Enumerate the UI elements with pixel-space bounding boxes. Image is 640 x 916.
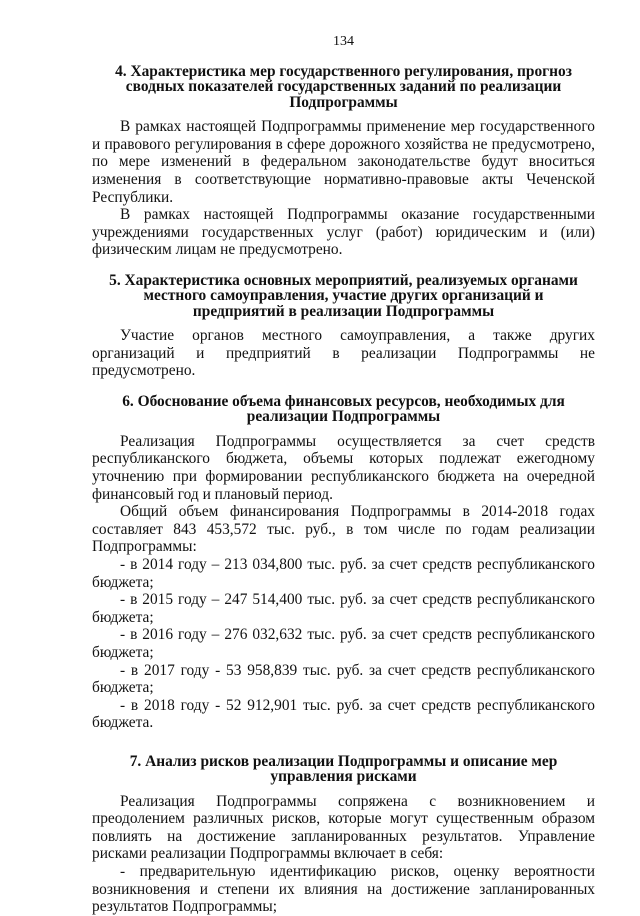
section-6-heading: 6. Обоснование объема финансовых ресурсов, необходимых для реализации Подпрограммы: [122, 392, 565, 426]
funding-item-2016: - в 2016 году – 276 032,632 тыс. руб. за счет средств республиканского бюджета;: [92, 626, 595, 661]
page-number: 134: [333, 34, 354, 49]
section-7-paragraph-1: Реализация Подпрограммы сопряжена с возникновением и преодолением различных рисков, которые могут существенным образом повлиять на достижение запланированных результатов. Управление рисками реализации Подпрограммы включает в себя:: [92, 792, 595, 863]
section-6-paragraph-1: Реализация Подпрограммы осуществляется за счет средств республиканского бюджета, объемы которых подлежат ежегодному уточнению при формировании республиканского бюджета на очередной финансовый год и плановый период.: [92, 432, 595, 503]
section-6-paragraph-2: Общий объем финансирования Подпрограммы в 2014-2018 годах составляет 843 453,572 тыс. руб., в том числе по годам реализации Подпрограммы:: [92, 503, 595, 556]
funding-item-2014: - в 2014 году – 213 034,800 тыс. руб. за счет средств республиканского бюджета;: [92, 555, 595, 591]
risk-item-1: - предварительную идентификацию рисков, оценку вероятности возникновения и степени их влияния на достижение запланированных результатов Подпрограммы;: [92, 863, 595, 916]
section-7-heading: 7. Анализ рисков реализации Подпрограммы и описание мер управления рисками: [129, 752, 558, 786]
funding-item-2018: - в 2018 году - 52 912,901 тыс. руб. за счет средств республиканского бюджета.: [92, 696, 595, 732]
section-4-paragraph-2: В рамках настоящей Подпрограммы оказание государственными учреждениями государственных услуг (работ) юридическим и (или) физическим лицам не предусмотрено.: [92, 206, 595, 259]
section-5-paragraph-1: Участие органов местного самоуправления, а также других организаций и предприятий в реализации Подпрограммы не предусмотрено.: [92, 327, 595, 380]
document-page: [92, 34, 595, 916]
section-4-heading: 4. Характеристика мер государственного регулирования, прогноз сводных показателей государственных заданий по реализации Подпрограммы: [115, 63, 572, 111]
funding-item-2015: - в 2015 году – 247 514,400 тыс. руб. за счет средств республиканского бюджета;: [92, 591, 595, 626]
funding-item-2017: - в 2017 году - 53 958,839 тыс. руб. за счет средств республиканского бюджета;: [92, 661, 595, 697]
section-4-paragraph-1: В рамках настоящей Подпрограммы применение мер государственного и правового регулирования в сфере дорожного хозяйства не предусмотрено, по мере изменений в федеральном законодательстве будут вноситься изменения в соответствующие нормативно-правовые акты Чеченской Республики.: [92, 118, 595, 206]
section-5-heading: 5. Характеристика основных мероприятий, реализуемых органами местного самоуправления, участие других организаций и предприятий в реализации Подпрограммы: [109, 271, 578, 320]
